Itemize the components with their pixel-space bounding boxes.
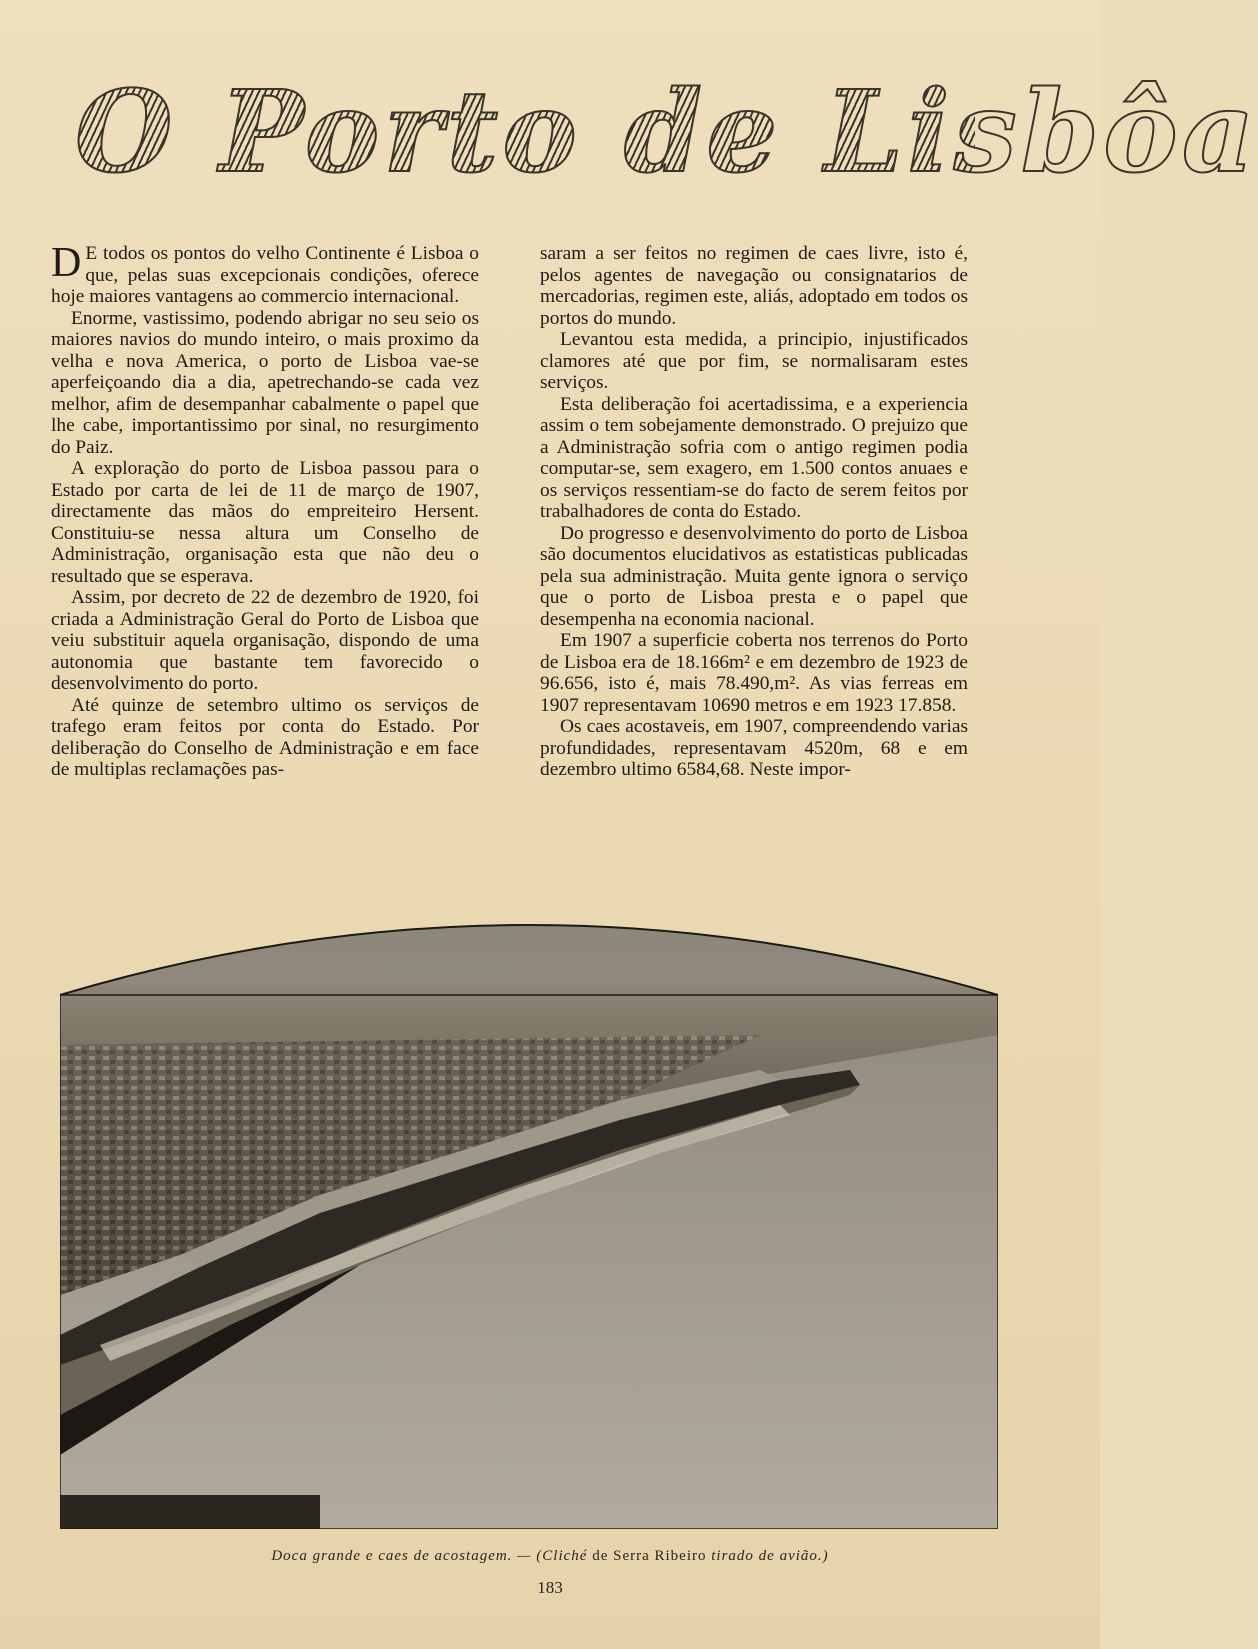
- caption-part-2: de: [592, 1548, 609, 1564]
- left-column: [51, 240, 479, 781]
- page-number: 183: [537, 1578, 563, 1597]
- aerial-harbor-image: [60, 895, 998, 1529]
- article-title: O Porto de Lisbôa: [75, 58, 975, 208]
- paragraph-11: Os caes acostaveis, em 1907, compreendendo varias profundidades, representavam 4520m, 68 e em dezembro ultimo 6584,68. Neste impor-: [540, 716, 968, 780]
- paragraph-3: A exploração do porto de Lisboa passou para o Estado por carta de lei de 11 de março de 1907, directamente das mãos do empreiteiro Hersent. Constituiu-se nessa altura um Conselho de Administração, organisação esta que não deu o resultado que se esperava.: [51, 458, 479, 587]
- right-column: [540, 243, 968, 781]
- paragraph-5: Até quinze de setembro ultimo os serviços de trafego eram feitos por conta do Estado. Por deliberação do Conselho de Administração e em face de multiplas reclamações pas-: [51, 694, 479, 780]
- paragraph-9: Do progresso e desenvolvimento do porto de Lisboa são documentos elucidativos as estatisticas publicadas pela sua administração. Muita gente ignora o serviço que o porto de Lisboa presta e o papel que desempenha na economia nacional.: [540, 522, 968, 630]
- caption-part-4: tirado de avião.): [711, 1548, 829, 1564]
- drop-cap: D: [51, 240, 82, 286]
- paragraph-8: Esta deliberação foi acertadissima, e a experiencia assim o tem sobejamente demonstrado. O prejuizo que a Administração sofria com o antigo regimen podia computar-se, sem exagero, em 1.500 contos anuaes e os serviços ressentiam-se do facto de serem feitos por trabalhadores de conta do Estado.: [540, 393, 968, 522]
- paragraph-6: saram a ser feitos no regimen de caes livre, isto é, pelos agentes de navegação ou consignatarios de mercadorias, regimen este, aliás, adoptado em todos os portos do mundo.: [540, 243, 968, 329]
- photo-caption: [0, 1548, 1100, 1565]
- paragraph-1: [51, 240, 479, 308]
- paragraph-1-text: E todos os pontos do velho Continente é Lisboa o que, pelas suas excepcionais condições, oferece hoje maiores vantagens ao commercio internacional.: [51, 243, 479, 307]
- harbor-photo: [60, 895, 998, 1529]
- paragraph-10: Em 1907 a superficie coberta nos terrenos do Porto de Lisboa era de 18.166m² e em dezembro de 1923 de 96.656, isto é, mais 78.490,m². As vias ferreas em 1907 representavam 10690 metros e em 1923 17.858.: [540, 630, 968, 716]
- caption-part-1: Doca grande e caes de acostagem. — (Cliché: [271, 1548, 588, 1564]
- paragraph-4: Assim, por decreto de 22 de dezembro de 1920, foi criada a Administração Geral do Porto de Lisboa que veiu substituir aquela organisação, dispondo de uma autonomia que bastante tem favorecido o desenvolvimento do porto.: [51, 587, 479, 694]
- paragraph-7: Levantou esta medida, a principio, injustificados clamores até que por fim, se normalisaram estes serviços.: [540, 329, 968, 393]
- caption-part-3: Serra Ribeiro: [613, 1548, 707, 1564]
- paragraph-2: Enorme, vastissimo, podendo abrigar no seu seio os maiores navios do mundo inteiro, o mais proximo da velha e nova America, o porto de Lisboa vae-se aperfeiçoando dia a dia, apetrechando-se cada vez melhor, afim de desempanhar cabalmente o papel que lhe cabe, importantissimo por sinal, no resurgimento do Paiz.: [51, 307, 479, 458]
